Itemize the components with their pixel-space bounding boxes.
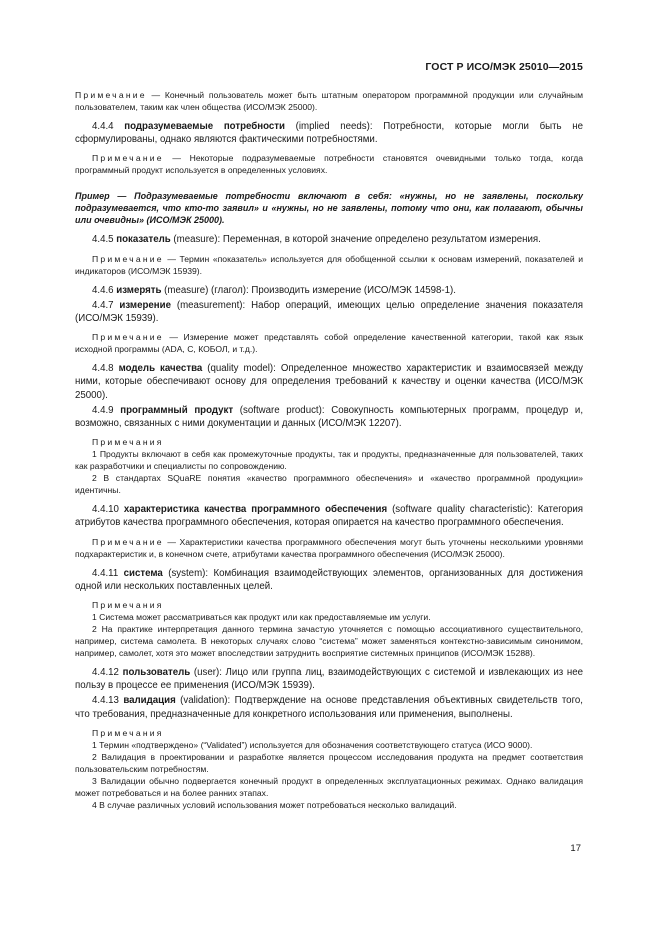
notes-4-4-9 — [75, 436, 583, 496]
term-4-4-8: 4.4.8 модель качества (quality model): Определенное множество характеристик и взаимосвязей между ними, которые обеспечивают основу для определения требований к качеству и оценки качества (ИСО/МЭК 25000). — [75, 363, 583, 401]
note-item: 4 В случае различных условий использования может потребоваться несколько валидаций. — [92, 799, 457, 810]
term-4-4-13: 4.4.13 валидация (validation): Подтверждение на основе представления объективных свидетельств того, что требования, предназначенные для конкретного использования или применения, выполнены. — [75, 695, 583, 720]
term-4-4-10: 4.4.10 характеристика качества программного обеспечения (software quality characteristic): Категория атрибутов качества программного обеспечения, которая опирается на качество программного обеспечения. — [75, 504, 583, 529]
term-4-4-9: 4.4.9 программный продукт (software product): Совокупность компьютерных программ, процедур и, возможно, связанных с ними документации и данных (ИСО/МЭК 12207). — [75, 404, 584, 430]
note-item: 1 Система может рассматриваться как продукт или как предоставляемые им услуги. — [92, 612, 431, 623]
note-4-4-4: Примечание — Некоторые подразумеваемые потребности становятся очевидными только тогда, когда программный продукт используется в определенных условиях. — [75, 153, 583, 176]
note-item: 1 Термин «подтверждено» (“Validated”) используется для обозначения соответствующего статуса (ИСО 9000). — [92, 739, 533, 750]
term-4-4-12: 4.4.12 пользователь (user): Лицо или группа лиц, взаимодействующих с системой и извлекающих из нее пользу в процессе ее применения (ИСО/МЭК 15939). — [75, 667, 583, 692]
notes-4-4-11 — [75, 599, 583, 659]
notes-4-4-13 — [75, 727, 583, 811]
note-item: 3 Валидации обычно подвергается конечный продукт в определенных эксплуатационных режимах. Однако валидация может потребоваться и на более ранних этапах. — [75, 775, 583, 798]
term-4-4-11: 4.4.11 система (system): Комбинация взаимодействующих элементов, организованных для достижения одной или нескольких поставленных целей. — [75, 567, 583, 592]
document-header: ГОСТ Р ИСО/МЭК 25010—2015 — [425, 61, 583, 73]
term-4-4-4: 4.4.4 подразумеваемые потребности (implied needs): Потребности, которые могли быть не сформулированы, однако являются фактическими потребностями. — [75, 121, 583, 146]
document-body — [75, 89, 583, 818]
notes-heading: Примечания — [92, 600, 164, 611]
example-implied-needs: Пример — Подразумеваемые потребности включают в себя: «нужны, но не заявлены, поскольку подразумевается, что кто-то заявил» и «нужны, но не заявлены, потому что они, как полагают, обычны или очевидны» (ИСО/МЭК 25000). — [75, 191, 583, 226]
page-number: 17 — [570, 843, 581, 854]
term-4-4-7: 4.4.7 измерение (measurement): Набор операций, имеющих целью определение значения показателя (ИСО/МЭК 15939). — [75, 299, 583, 325]
note-item: 2 На практике интерпретация данного термина зачастую уточняется с помощью ассоциативного существительного, например, система самолета. В некоторых случаях слово “система” может заменяться контекстно-зависимым синонимом, например, самолет, хотя это может впоследствии затруднить восприятие системных принципов (ИСО/МЭК 15288). — [75, 624, 583, 659]
note-item: 1 Продукты включают в себя как промежуточные продукты, так и продукты, предназначенные для пользователей, таких как разработчики и специалисты по сопровождению. — [75, 449, 583, 472]
note-4-4-5: Примечание — Термин «показатель» используется для обобщенной ссылки к основам измерений, показателей и индикаторов (ИСО/МЭК 15939). — [75, 253, 583, 276]
note-4-4-10: Примечание — Характеристики качества программного обеспечения могут быть уточнены несколькими уровнями подхарактеристик и, в конечном счете, атрибутами качества программного обеспечения (ИСО/МЭК 25000). — [75, 536, 583, 559]
term-4-4-5: 4.4.5 показатель (measure): Переменная, в которой значение определено результатом измерения. — [92, 234, 541, 246]
term-4-4-6: 4.4.6 измерять (measure) (глагол): Производить измерение (ИСО/МЭК 14598-1). — [92, 284, 456, 296]
note-end-user: Примечание — Конечный пользователь может быть штатным оператором программной продукции или случайным пользователем, таким как член общества (ИСО/МЭК 25000). — [75, 90, 583, 112]
notes-heading: Примечания — [92, 437, 164, 448]
notes-heading: Примечания — [92, 727, 164, 738]
note-4-4-7: Примечание — Измерение может представлять собой определение качественной категории, такой как язык исходной программы (ADA, C, КОБОЛ, и т.д.). — [75, 332, 583, 355]
note-item: 2 В стандартах SQuaRE понятия «качество программного обеспечения» и «качество программной продукции» идентичны. — [75, 473, 583, 496]
note-item: 2 Валидация в проектировании и разработке является процессом исследования продукта на предмет соответствия пользовательским потребностям. — [75, 751, 583, 774]
